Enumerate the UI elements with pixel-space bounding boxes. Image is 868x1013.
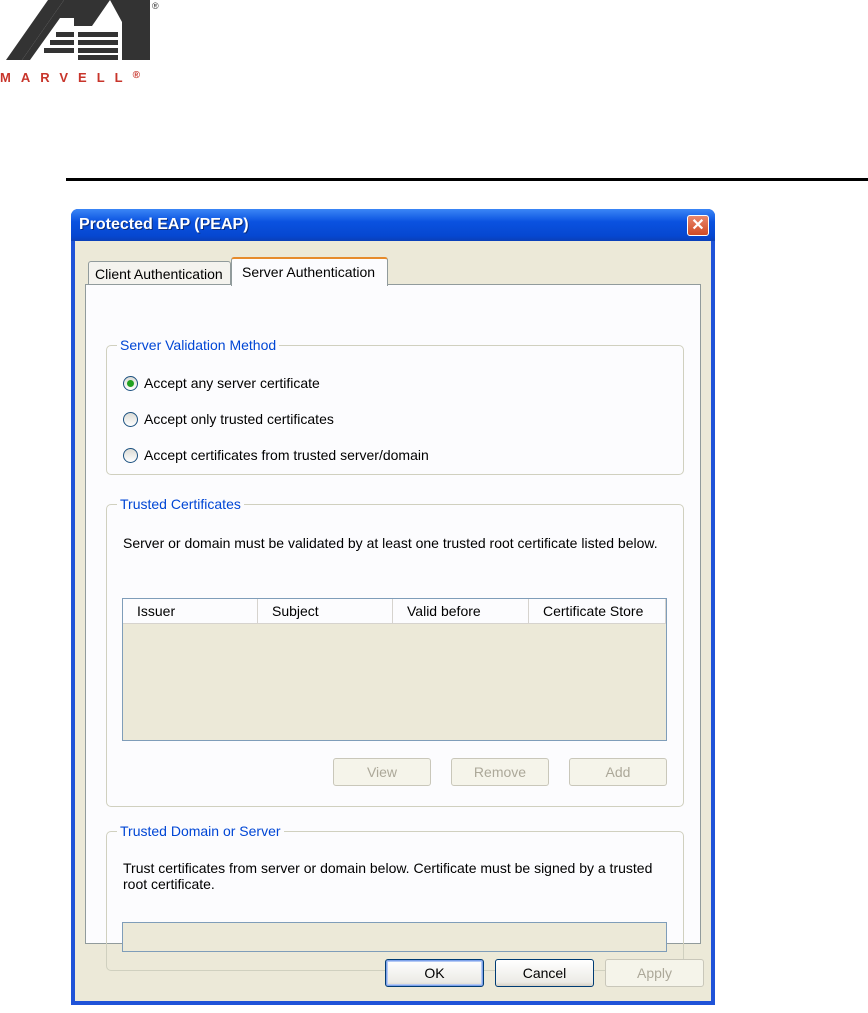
marvell-logo [0,0,170,95]
marvell-wordmark: MARVELL® [0,70,140,85]
trusted-certificates-legend: Trusted Certificates [117,496,244,512]
close-button[interactable] [687,215,709,236]
radio-checked-icon[interactable] [123,376,138,391]
server-validation-group [106,337,684,475]
close-icon: ✕ [691,217,705,234]
titlebar[interactable] [71,209,715,241]
peap-dialog [71,209,715,1005]
radio-label: Accept certificates from trusted server/domain [144,447,429,463]
radio-label: Accept only trusted certificates [144,411,334,427]
tab-server-authentication[interactable]: Server Authentication [231,257,388,286]
trusted-domain-input[interactable] [122,922,667,952]
dialog-client-area [75,241,711,1001]
column-issuer[interactable]: Issuer [123,599,258,623]
certificate-list-header [123,599,666,624]
cancel-button[interactable]: Cancel [495,959,594,987]
radio-unchecked-icon[interactable] [123,448,138,463]
column-subject[interactable]: Subject [258,599,393,623]
radio-label: Accept any server certificate [144,375,320,391]
page-divider [66,178,868,181]
svg-text:®: ® [152,1,159,11]
view-button[interactable]: View [333,758,431,786]
window-title: Protected EAP (PEAP) [79,216,249,233]
column-certificate-store[interactable]: Certificate Store [529,599,666,623]
remove-button[interactable]: Remove [451,758,549,786]
trusted-certificates-group [106,496,684,807]
tab-client-authentication[interactable]: Client Authentication [88,261,231,285]
trusted-certificates-description: Server or domain must be validated by at least one trusted root certificate listed below. [123,535,658,551]
radio-accept-any[interactable] [123,375,320,391]
trusted-domain-group [106,823,684,971]
marvell-logo-mark [0,0,170,70]
trusted-domain-legend: Trusted Domain or Server [117,823,284,839]
column-valid-before[interactable]: Valid before [393,599,529,623]
radio-unchecked-icon[interactable] [123,412,138,427]
radio-accept-server-domain[interactable] [123,447,429,463]
server-authentication-panel [85,284,701,944]
ok-button[interactable]: OK [385,959,484,987]
certificate-list[interactable] [122,598,667,741]
radio-accept-trusted[interactable] [123,411,334,427]
apply-button[interactable]: Apply [605,959,704,987]
add-button[interactable]: Add [569,758,667,786]
server-validation-legend: Server Validation Method [117,337,279,353]
trusted-domain-description: Trust certificates from server or domain below. Certificate must be signed by a trusted root certificate. [123,860,653,892]
